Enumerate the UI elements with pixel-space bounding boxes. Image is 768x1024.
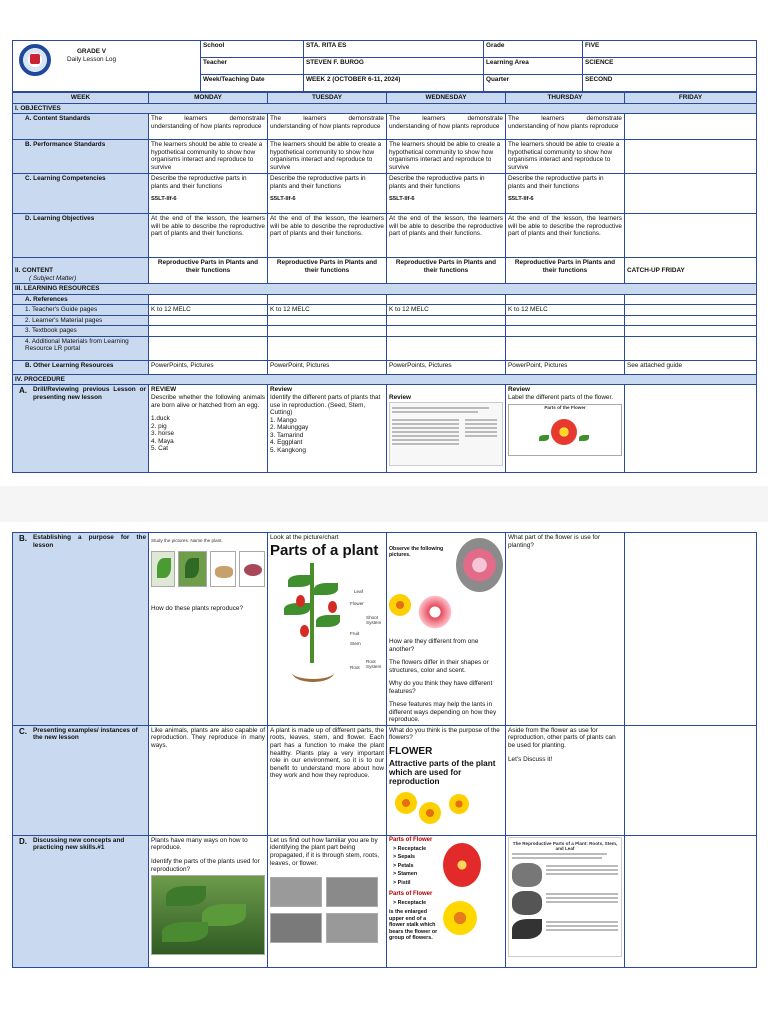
discussing-wed [387, 835, 506, 967]
label-flower: Flower [350, 601, 364, 607]
flower-receptacle-diagram [443, 901, 477, 935]
objective-wed: At the end of the lesson, the learners will be able to describe the reproductive part of plants and their functions. [387, 214, 506, 258]
drill-fri [625, 385, 757, 473]
carnation-image [415, 594, 455, 630]
red-flower-icon [551, 419, 577, 445]
topic-wed: Reproductive Parts in Plants and their functions [387, 258, 506, 284]
identify-parts-text: Identify the parts of the plants used for reproduction? [151, 858, 260, 873]
purpose-tue [268, 533, 387, 726]
differ-answer: The flowers differ in their shapes or structures, color and scent. [389, 659, 489, 674]
header-brand [13, 41, 201, 92]
parts-of-flower-title-2: Parts of Flower [389, 890, 433, 897]
discussing-label-cell [13, 835, 149, 967]
ref-fri [625, 294, 757, 305]
purpose-fri [625, 533, 757, 726]
competency-code: S5LT-IIf-6 [389, 196, 415, 203]
competency-wed [387, 174, 506, 214]
flower-definition: Attractive parts of the plant which are used for reproduction [389, 758, 496, 786]
review-item: 3. horse [151, 430, 175, 438]
other-thu: PowerPoint, Pictures [506, 360, 625, 374]
am-thu [506, 336, 625, 360]
drill-label-cell [13, 385, 149, 473]
label-fruit: Fruit [350, 631, 360, 637]
flower-diagram-title: Parts of the Flower [544, 404, 586, 410]
other-fri: See attached guide [625, 360, 757, 374]
lesson-body-table [12, 92, 757, 473]
tb-thu [506, 326, 625, 337]
sweet-potato-image [239, 551, 265, 587]
propagation-image [326, 913, 378, 943]
look-picture-text: Look at the picture/chart [270, 534, 339, 541]
purpose-wed [387, 533, 506, 726]
tb-mon [149, 326, 268, 337]
pink-flower-image [456, 538, 503, 592]
lm-thu [506, 315, 625, 326]
fruit-icon [300, 625, 309, 637]
quarter-label: Quarter [484, 75, 583, 92]
am-fri [625, 336, 757, 360]
presenting-label-cell [13, 725, 149, 835]
presenting-fri [625, 725, 757, 835]
features-answer: These features may help the lants in different ways depending on how they reproduce. [389, 701, 497, 724]
additional-materials-label: 4. Additional Materials from Learning Resource LR portal [13, 336, 149, 360]
leaf-icon [539, 435, 549, 441]
part-sepals: > Sepals [393, 854, 416, 861]
flower-word: FLOWER [389, 746, 433, 758]
melc-thu: K to 12 MELC [506, 305, 625, 316]
part-receptacle: > Receptacle [393, 846, 427, 852]
col-monday: MONDAY [149, 93, 268, 104]
content-heading: II. CONTENT [15, 267, 53, 275]
grade-title: GRADE V [76, 48, 107, 55]
discussing-letter: D. [19, 836, 27, 846]
competency-mon [149, 174, 268, 214]
label-leaf: Leaf [354, 589, 363, 595]
plant-diagram [270, 559, 384, 683]
review-title: REVIEW [151, 386, 177, 394]
topic-tue: Reproductive Parts in Plants and their functions [268, 258, 387, 284]
learners-material-label: 2. Learner's Material pages [13, 315, 149, 326]
objective-fri [625, 214, 757, 258]
week-value: WEEK 2 (OCTOBER 6-11, 2024) [304, 75, 484, 92]
dll-title: Daily Lesson Log [67, 55, 117, 63]
label-shoot-system: Shoot System [366, 615, 382, 626]
page-two [0, 522, 768, 1024]
fruit-icon [328, 601, 337, 613]
topic-thu: Reproductive Parts in Plants and their functions [506, 258, 625, 284]
competencies-label: C. Learning Competencies [13, 174, 149, 214]
purpose-mon [149, 533, 268, 726]
competency-code: S5LT-IIf-6 [270, 196, 296, 203]
competency-tue [268, 174, 387, 214]
content-subheading: ( Subject Matter) [29, 274, 77, 282]
part-pistil: > Pistil [393, 879, 411, 886]
presenting-label: Presenting examples/ instances of the new lesson [33, 726, 138, 742]
resources-heading: III. LEARNING RESOURCES [13, 284, 757, 295]
review-title: Review [389, 394, 412, 402]
different-question: How are they different from one another? [389, 638, 479, 653]
content-standards-label: A. Content Standards [13, 114, 149, 140]
learning-area-label: Learning Area [484, 58, 583, 75]
am-wed [387, 336, 506, 360]
perf-std-thu: The learners should be able to create a hypothetical community to show how organisms interact and reproduce to survive [506, 140, 625, 174]
am-tue [268, 336, 387, 360]
am-mon [149, 336, 268, 360]
review-text: Label the different parts of the flower. [508, 394, 614, 402]
discussing-thu [506, 835, 625, 967]
lesson-log-table [12, 40, 757, 92]
quarter-value: SECOND [583, 75, 757, 92]
competency-code: S5LT-IIf-6 [151, 196, 177, 203]
other-resources-label: B. Other Learning Resources [13, 360, 149, 374]
purpose-thu: What part of the flower is use for planting? [506, 533, 625, 726]
review-text: Describe whether the following animals are born alive or hatched from an egg. [151, 394, 265, 409]
drill-wed [387, 385, 506, 473]
objective-thu: At the end of the lesson, the learners will be able to describe the reproductive part of plants and their functions. [506, 214, 625, 258]
leaf-icon [579, 435, 589, 441]
review-item: 1. Mango [270, 416, 297, 424]
discussing-label: Discussing new concepts and practicing new skills.#1 [33, 836, 125, 852]
other-mon: PowerPoints, Pictures [149, 360, 268, 374]
lets-discuss: Let's Discuss it! [508, 755, 553, 763]
perf-std-wed: The learners should be able to create a hypothetical community to show how organisms interact and reproduce to survive [387, 140, 506, 174]
competency-thu [506, 174, 625, 214]
references-label: A. References [13, 294, 149, 305]
procedure-table [12, 532, 757, 968]
content-label-cell [13, 258, 149, 284]
drill-thu [506, 385, 625, 473]
competency-text: Describe the reproductive parts in plants and their functions [508, 175, 604, 190]
melc-fri [625, 305, 757, 316]
melc-tue: K to 12 MELC [268, 305, 387, 316]
purpose-question: What do you think is the purpose of the flowers? [389, 726, 500, 742]
review-item: 2. Malunggay [270, 424, 309, 432]
review-item: 3. Tamarind [270, 431, 304, 439]
deped-seal-icon [19, 44, 51, 76]
teacher-label: Teacher [201, 58, 304, 75]
tb-fri [625, 326, 757, 337]
propagation-image [326, 877, 378, 907]
find-out-text: Let us find out how familiar you are by identifying the plant part being propagated, if it is through stem, roots, leaves, or flower. [270, 836, 380, 867]
yellow-flower-icon [395, 792, 417, 814]
observe-text: Observe the following pictures. [389, 546, 444, 559]
propagation-image [270, 877, 322, 907]
lm-wed [387, 315, 506, 326]
plant-pictures [151, 549, 265, 587]
col-week: WEEK [13, 93, 149, 104]
tb-wed [387, 326, 506, 337]
catchup-friday: CATCH-UP FRIDAY [625, 258, 757, 284]
teachers-guide-label: 1. Teacher's Guide pages [13, 305, 149, 316]
discussing-mon [149, 835, 268, 967]
col-wednesday: WEDNESDAY [387, 93, 506, 104]
competency-text: Describe the reproductive parts in plants and their functions [270, 175, 366, 190]
textbook-label: 3. Textbook pages [13, 326, 149, 337]
ref-wed [387, 294, 506, 305]
how-reproduce-question: How do these plants reproduce? [151, 605, 244, 613]
receptacle-definition: is the enlarged upper end of a flower stalk which bears the flower or group of flowers. [389, 909, 438, 941]
purpose-label-cell [13, 533, 149, 726]
flower-illustration [389, 786, 503, 826]
page-one [0, 0, 768, 486]
perf-std-tue: The learners should be able to create a hypothetical community to show how organisms interact and reproduce to survive [268, 140, 387, 174]
stem-crop-image [512, 891, 542, 915]
content-std-thu: The learners demonstrate understanding of how plants reproduce [506, 114, 625, 140]
col-thursday: THURSDAY [506, 93, 625, 104]
purpose-label: Establishing a purpose for the lesson [33, 534, 146, 549]
leaf-icon [288, 575, 312, 587]
competency-text: Describe the reproductive parts in plants and their functions [389, 175, 485, 190]
perf-std-mon: The learners should be able to create a hypothetical community to show how organisms interact and reproduce to survive [149, 140, 268, 174]
review-item: 4. Maya [151, 437, 174, 445]
label-root: Root [350, 665, 360, 671]
ginger-image [210, 551, 236, 587]
review-item: 2. pig [151, 422, 167, 430]
reproductive-parts-handout [508, 837, 622, 957]
grade-label: Grade [484, 41, 583, 58]
topic-mon: Reproductive Parts in Plants and their functions [149, 258, 268, 284]
objective-mon: At the end of the lesson, the learners will be able to describe the reproductive part of plants and their functions. [149, 214, 268, 258]
lm-fri [625, 315, 757, 326]
drill-letter: A. [19, 386, 27, 396]
handout-title: The Reproductive Parts of a Plant: Roots, Stem, and Leaf [512, 840, 618, 851]
leafy-plant-image [178, 551, 206, 587]
learning-area-value: SCIENCE [583, 58, 757, 75]
content-std-tue: The learners demonstrate understanding of how plants reproduce [268, 114, 387, 140]
objectives-label: D. Learning Objectives [13, 214, 149, 258]
ref-mon [149, 294, 268, 305]
teacher-value: STEVEN F. BUROG [304, 58, 484, 75]
aside-text: Aside from the flower as use for reproduction, other parts of plants can be used for planting. [508, 726, 616, 750]
review-title: Review [270, 386, 293, 394]
yellow-flower-icon [419, 802, 441, 824]
why-question: Why do you think they have different features? [389, 680, 493, 695]
leaf-icon [316, 615, 340, 627]
perf-std-fri [625, 140, 757, 174]
competency-fri [625, 174, 757, 214]
competency-text: Describe the reproductive parts in plants and their functions [151, 175, 247, 190]
root-shape [292, 663, 334, 682]
presenting-wed [387, 725, 506, 835]
competency-code: S5LT-IIf-6 [508, 196, 534, 203]
presenting-thu [506, 725, 625, 835]
presenting-tue: A plant is made up of different parts, the roots, leaves, stem, and flower. Each part has a function to make the plant healthy. Plants play a very important role in our environment, so it is to our benefit to understand more about how they work and how they reproduce. [268, 725, 387, 835]
melc-wed: K to 12 MELC [387, 305, 506, 316]
review-title: Review [508, 386, 531, 394]
fern-image [151, 875, 265, 955]
review-item: 5. Kangkong [270, 446, 306, 454]
week-label: Week/Teaching Date [201, 75, 304, 92]
presenting-mon: Like animals, plants are also capable of reproduction. They reproduce in many ways. [149, 725, 268, 835]
drill-mon [149, 385, 268, 473]
other-wed: PowerPoints, Pictures [387, 360, 506, 374]
part-stamen: > Stamen [393, 871, 418, 878]
grade-value: FIVE [583, 41, 757, 58]
lm-mon [149, 315, 268, 326]
flower-parts-diagram [508, 404, 622, 456]
parts-of-plant-title: Parts of a plant [270, 541, 379, 559]
school-label: School [201, 41, 304, 58]
content-std-mon: The learners demonstrate understanding of how plants reproduce [149, 114, 268, 140]
content-std-wed: The learners demonstrate understanding of how plants reproduce [387, 114, 506, 140]
lm-tue [268, 315, 387, 326]
receptacle-heading: > Receptacle [393, 900, 427, 906]
ref-thu [506, 294, 625, 305]
content-std-fri [625, 114, 757, 140]
ways-text: Plants have many ways on how to reproduce. [151, 836, 248, 852]
matching-worksheet-image [389, 402, 503, 466]
leaf-crop-image [512, 919, 542, 939]
drill-label: Drill/Reviewing previous Lesson or presenting new lesson [33, 386, 146, 402]
bokchoy-image [151, 551, 175, 587]
discussing-tue [268, 835, 387, 967]
hibiscus-image [443, 843, 481, 887]
label-root-system: Root System [366, 659, 382, 670]
other-tue: PowerPoint, Pictures [268, 360, 387, 374]
leaf-icon [314, 583, 338, 595]
purpose-letter: B. [19, 534, 27, 543]
yellow-flower-image [389, 594, 411, 616]
discussing-fri [625, 835, 757, 967]
tb-tue [268, 326, 387, 337]
study-pictures-text: Study the pictures. Name the plant. [151, 538, 223, 543]
col-friday: FRIDAY [625, 93, 757, 104]
drill-tue [268, 385, 387, 473]
col-tuesday: TUESDAY [268, 93, 387, 104]
melc-mon: K to 12 MELC [149, 305, 268, 316]
root-crop-image [512, 863, 542, 887]
label-stem: Stem [350, 641, 361, 647]
review-item: 4. Eggplant [270, 439, 303, 447]
procedure-heading: IV. PROCEDURE [13, 374, 757, 385]
parts-of-flower-title: Parts of Flower [389, 836, 433, 843]
part-petals: > Petals [393, 862, 414, 869]
ref-tue [268, 294, 387, 305]
review-item: 5. Cat [151, 445, 169, 453]
objectives-heading: I. OBJECTIVES [13, 103, 757, 114]
review-item: 1.duck [151, 415, 170, 423]
review-text: Identify the different parts of plants that use in reproduction. (Seed, Stem, Cutting) [270, 394, 381, 417]
performance-standards-label: B. Performance Standards [13, 140, 149, 174]
yellow-flower-icon [449, 794, 469, 814]
propagation-image [270, 913, 322, 943]
objective-tue: At the end of the lesson, the learners will be able to describe the reproductive part of plants and their functions. [268, 214, 387, 258]
school-value: STA. RITA ES [304, 41, 484, 58]
presenting-letter: C. [19, 726, 27, 736]
